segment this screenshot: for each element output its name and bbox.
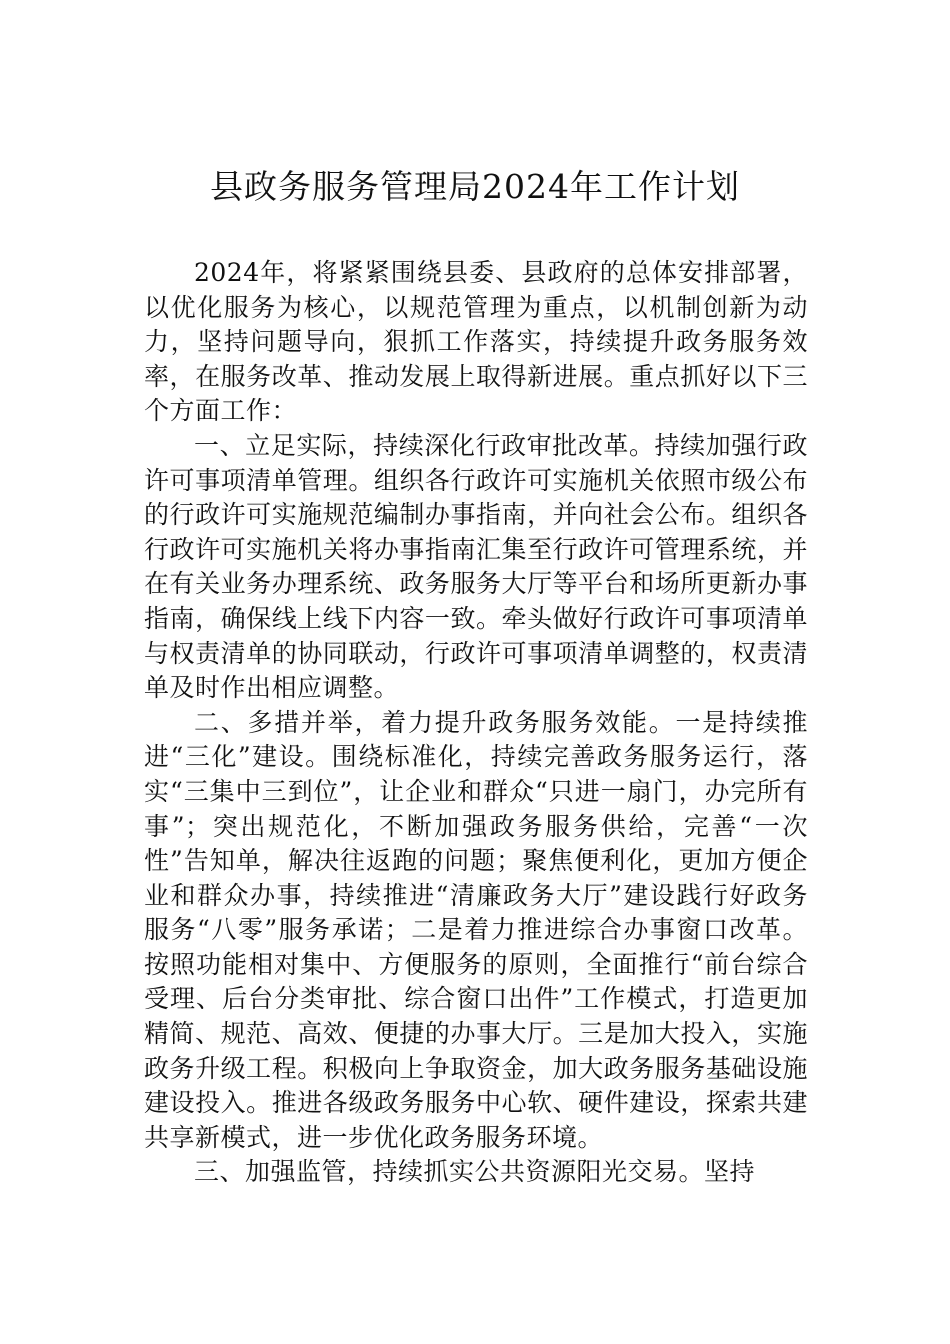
document-body — [144, 256, 808, 1190]
section-three-paragraph: 三、加强监管，持续抓实公共资源阳光交易。坚持 — [194, 1157, 756, 1187]
intro-paragraph: 2024年，将紧紧围绕县委、县政府的总体安排部署，以优化服务为核心，以规范管理为重点，以机制创新为动力，坚持问题导向，狠抓工作落实，持续提升政务服务效率，在服务改革、推动发展上取得新进展。重点抓好以下三个方面工作： — [144, 258, 808, 426]
section-one-paragraph: 一、立足实际，持续深化行政审批改革。持续加强行政许可事项清单管理。组织各行政许可实施机关依照市级公布的行政许可实施规范编制办事指南，并向社会公布。组织各行政许可实施机关将办事指南汇集至行政许可管理系统，并在有关业务办理系统、政务服务大厅等平台和场所更新办事指南，确保线上线下内容一致。牵头做好行政许可事项清单与权责清单的协同联动，行政许可事项清单调整的，权责清单及时作出相应调整。 — [144, 430, 808, 703]
section-two-paragraph: 二、多措并举，着力提升政务服务效能。一是持续推进“三化”建设。围绕标准化，持续完善政务服务运行，落实“三集中三到位”，让企业和群众“只进一扇门，办完所有事”；突出规范化，不断加强政务服务供给，完善“一次性”告知单，解决往返跑的问题；聚焦便利化，更加方便企业和群众办事，持续推进“清廉政务大厅”建设践行好政务服务“八零”服务承诺；二是着力推进综合办事窗口改革。按照功能相对集中、方便服务的原则，全面推行“前台综合受理、后台分类审批、综合窗口出件”工作模式，打造更加精简、规范、高效、便捷的办事大厅。三是加大投入，实施政务升级工程。积极向上争取资金，加大政务服务基础设施建设投入。推进各级政务服务中心软、硬件建设，探索共建共享新模式，进一步优化政务服务环境。 — [144, 707, 808, 1152]
document-title: 县政务服务管理局2024年工作计划 — [210, 167, 740, 206]
